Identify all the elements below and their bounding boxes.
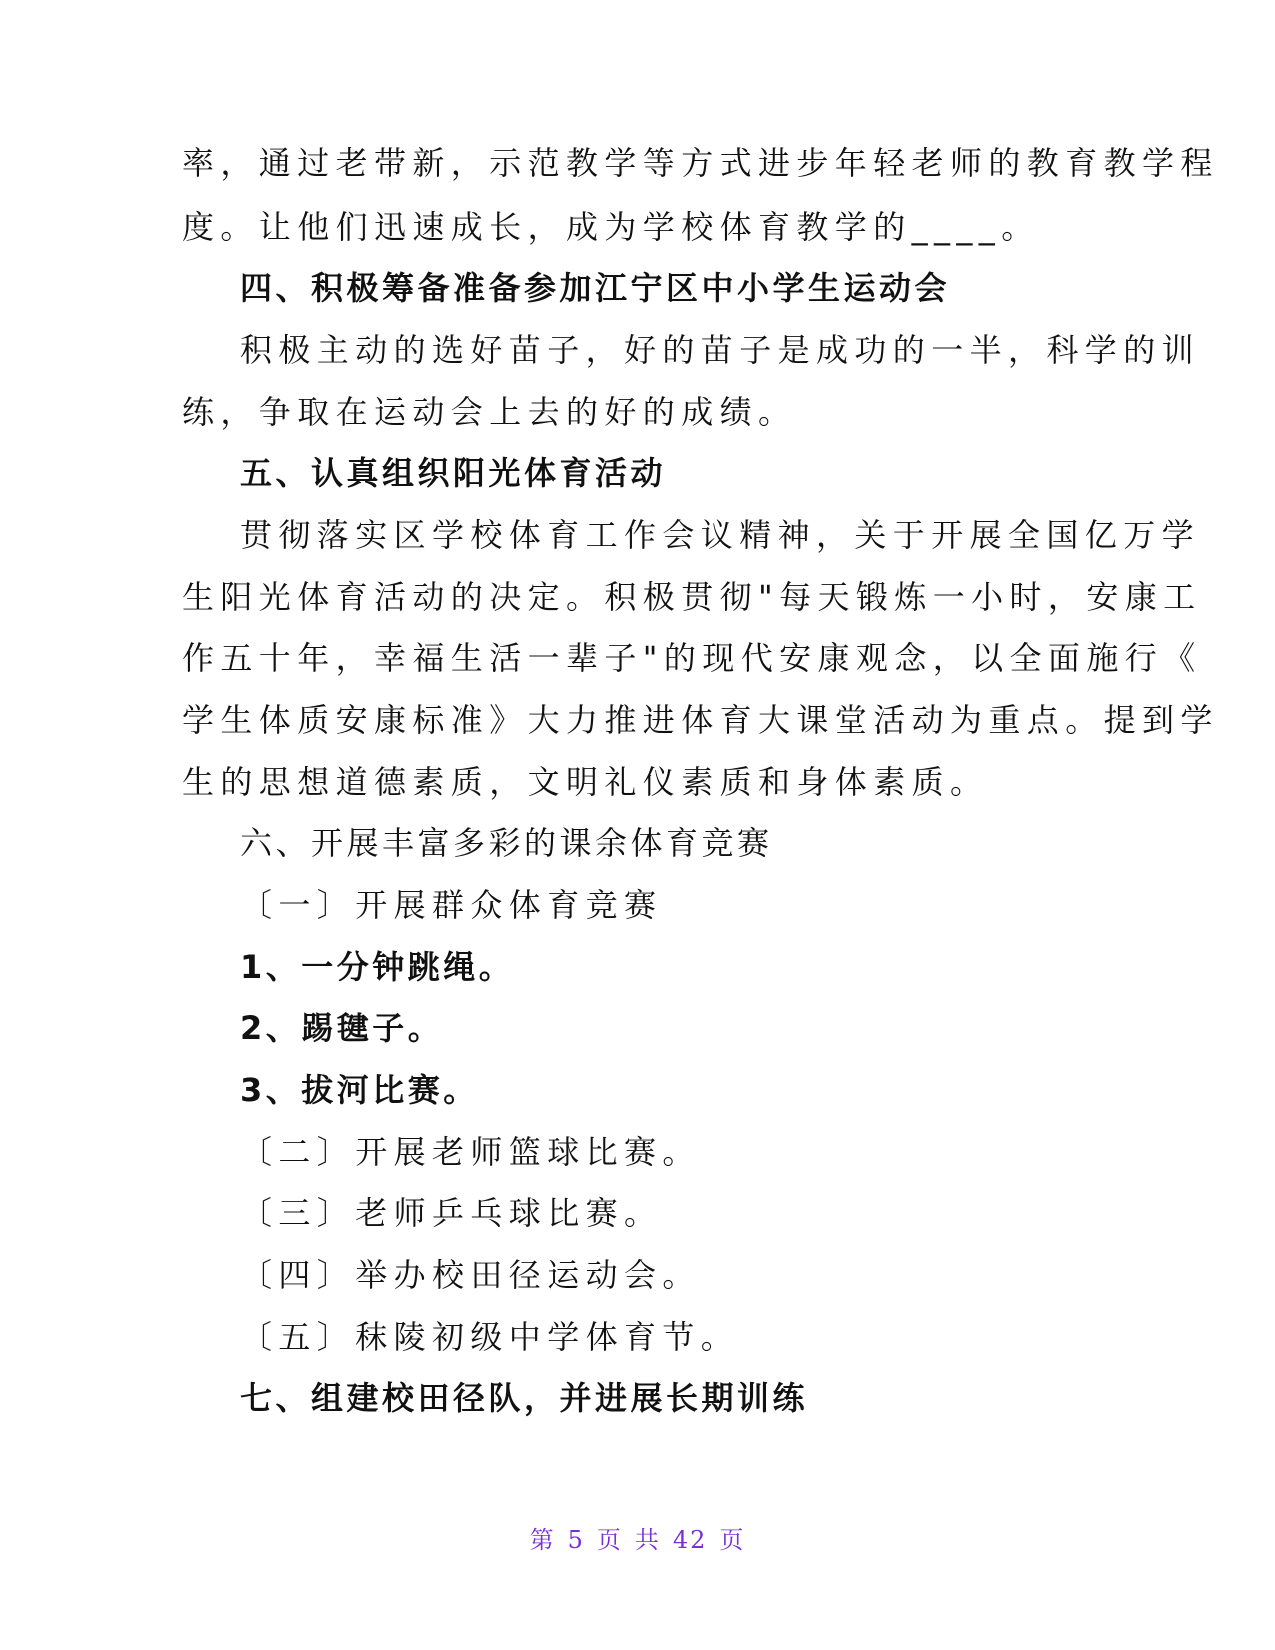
paragraph-line: 练，争取在运动会上去的好的成绩。	[182, 393, 797, 431]
sub-heading: 〔四〕举办校田径运动会。	[240, 1256, 701, 1294]
sub-heading: 〔二〕开展老师篮球比赛。	[240, 1133, 701, 1171]
paragraph-line: 学生体质安康标准》大力推进体育大课堂活动为重点。提到学	[182, 701, 1219, 739]
section-heading-6: 六、开展丰富多彩的课余体育竞赛	[240, 824, 773, 862]
sub-heading: 〔一〕开展群众体育竞赛	[240, 886, 663, 924]
section-heading-7: 七、组建校田径队，并进展长期训练	[240, 1379, 809, 1417]
paragraph-line: 生的思想道德素质，文明礼仪素质和身体素质。	[182, 763, 989, 801]
page-footer	[0, 1520, 1275, 1555]
footer-total-unit: 页	[719, 1526, 746, 1554]
paragraph-line: 积极主动的选好苗子，好的苗子是成功的一半，科学的训	[240, 331, 1201, 369]
footer-page-unit: 页	[596, 1526, 623, 1554]
section-heading-5: 五、认真组织阳光体育活动	[240, 454, 667, 492]
footer-total-prefix: 共	[634, 1526, 661, 1554]
page-number: 5	[567, 1526, 585, 1554]
sub-heading: 〔三〕老师乒乓球比赛。	[240, 1194, 663, 1232]
list-item: 3、拔河比赛。	[240, 1071, 479, 1109]
paragraph-line: 作五十年，幸福生活一辈子"的现代安康观念，以全面施行《	[182, 639, 1202, 677]
sub-heading: 〔五〕秣陵初级中学体育节。	[240, 1318, 740, 1356]
list-item: 2、踢毽子。	[240, 1009, 444, 1047]
footer-prefix: 第	[529, 1526, 556, 1554]
section-heading-4: 四、积极筹备准备参加江宁区中小学生运动会	[240, 269, 951, 307]
total-pages: 42	[672, 1526, 708, 1554]
list-item: 1、一分钟跳绳。	[240, 948, 515, 986]
paragraph-line: 率，通过老带新，示范教学等方式进步年轻老师的教育教学程	[182, 144, 1219, 182]
paragraph-line: 生阳光体育活动的决定。积极贯彻"每天锻炼一小时，安康工	[182, 578, 1202, 616]
paragraph-line: 度。让他们迅速成长，成为学校体育教学的____。	[182, 208, 1040, 246]
paragraph-line: 贯彻落实区学校体育工作会议精神，关于开展全国亿万学	[240, 516, 1201, 554]
